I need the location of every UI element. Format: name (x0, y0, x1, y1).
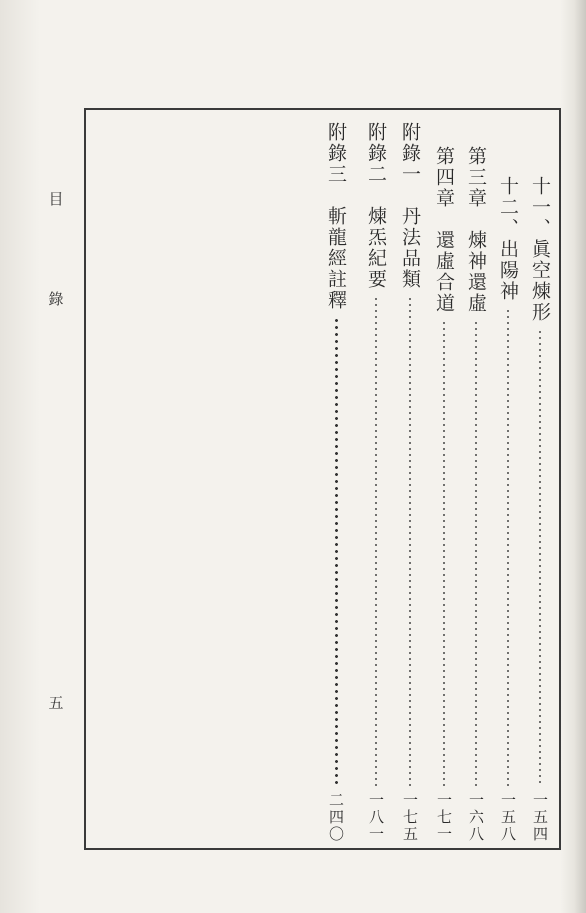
toc-entry (528, 176, 552, 845)
toc-leader-dots (375, 296, 377, 786)
toc-entry-page: 一七五 (401, 792, 419, 843)
toc-entry-label: 十二、出陽神 (497, 176, 519, 302)
toc-entry (364, 122, 388, 845)
running-head-char-2: 錄 (48, 290, 64, 308)
toc-entry-page: 二四〇 (327, 792, 345, 843)
toc-entry-label: 十一、眞空煉形 (529, 176, 551, 323)
toc-entry (398, 122, 422, 845)
toc-entry-page: 一六八 (467, 792, 485, 843)
toc-leader-dots (539, 329, 541, 786)
toc-entry-label: 附錄一 丹法品類 (399, 122, 421, 290)
toc-entry-page: 一五四 (531, 792, 549, 843)
toc-entry (324, 122, 348, 845)
toc-frame (84, 108, 561, 850)
toc-leader-dots (507, 308, 509, 786)
toc-entry-label: 第四章 還虛合道 (433, 146, 455, 314)
page-edge (574, 0, 586, 913)
toc-entry (496, 176, 520, 845)
toc-entry (432, 146, 456, 845)
toc-leader-dots (475, 320, 477, 786)
toc-entry-label: 附錄三 斬龍經註釋 (325, 122, 347, 311)
toc-leader-dots (443, 320, 445, 786)
page-number: 五 (48, 694, 64, 712)
toc-leader-dots (409, 296, 411, 786)
toc-entry-page: 一八一 (367, 792, 385, 843)
toc-entry (464, 146, 488, 845)
toc-entry-page: 一五八 (499, 792, 517, 843)
toc-entry-page: 一七一 (435, 792, 453, 843)
toc-leader-dots (335, 317, 338, 786)
toc-entry-label: 附錄二 煉炁紀要 (365, 122, 387, 290)
running-head-char-1: 目 (48, 190, 64, 208)
toc-entry-label: 第三章 煉神還虛 (465, 146, 487, 314)
